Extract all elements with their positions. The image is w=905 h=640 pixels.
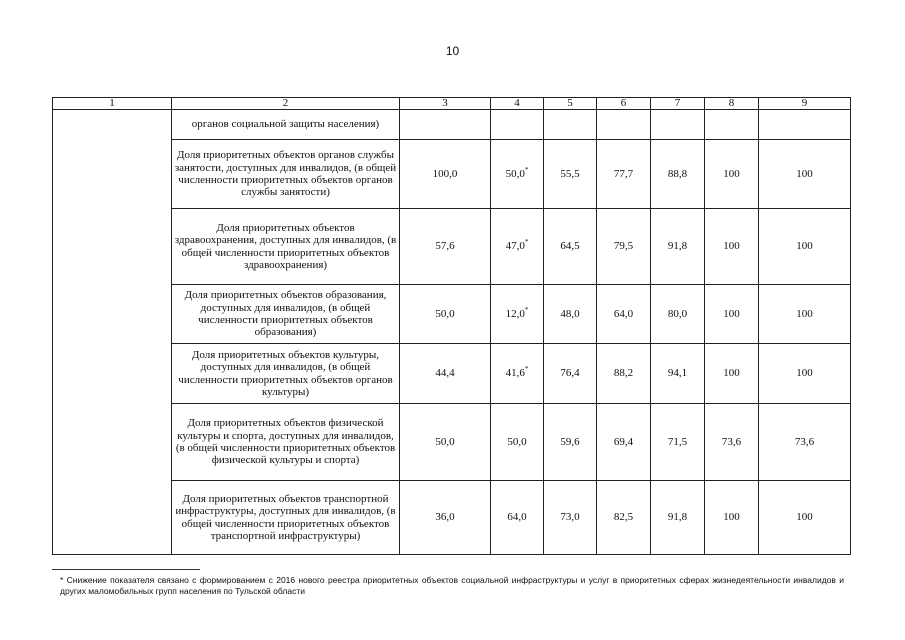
footnote: * Снижение показателя связано с формированием с 2016 нового реестра приоритетных объектов социальной инфраструктуры и услуг в приоритетных сферах жизнедеятельности инвалидов и других маломобильных групп населения по Тульской области	[60, 575, 844, 596]
value-cell: 77,7	[597, 140, 651, 209]
footnote-mark: *	[524, 305, 529, 314]
value-cell: 100	[759, 140, 851, 209]
footnote-divider	[52, 569, 200, 570]
table-row	[53, 404, 851, 481]
value-cell: 100	[705, 285, 759, 344]
value-cell: 91,8	[651, 209, 705, 285]
page-number: 10	[445, 44, 460, 58]
value-text: 47,0	[505, 240, 525, 253]
value-cell: 50,0	[400, 404, 491, 481]
value-cell: 100	[705, 344, 759, 404]
value-cell	[400, 110, 491, 140]
row-description: Доля приоритетных объектов транспортной инфраструктуры, доступных для инвалидов, (в общей численности приоритетных объектов транспортной инфраструктуры)	[172, 481, 400, 555]
indicator-table	[52, 97, 851, 555]
value-text: 41,6	[505, 367, 525, 380]
value-cell: 100	[759, 285, 851, 344]
header-cell: 7	[651, 98, 705, 110]
footnote-mark: *	[524, 365, 529, 374]
header-cell: 2	[172, 98, 400, 110]
value-cell: 79,5	[597, 209, 651, 285]
header-cell: 5	[544, 98, 597, 110]
row-description: Доля приоритетных объектов культуры, доступных для инвалидов, (в общей численности приоритетных объектов органов культуры)	[172, 344, 400, 404]
header-cell: 3	[400, 98, 491, 110]
value-cell: 50,0	[400, 285, 491, 344]
value-cell: 100	[759, 209, 851, 285]
value-cell: 94,1	[651, 344, 705, 404]
value-cell	[597, 110, 651, 140]
value-cell	[491, 140, 544, 209]
table-row	[53, 285, 851, 344]
value-cell	[491, 404, 544, 481]
value-cell: 100	[705, 481, 759, 555]
value-cell	[491, 110, 544, 140]
row-description: Доля приоритетных объектов физической культуры и спорта, доступных для инвалидов, (в общей численности приоритетных объектов физической культуры и спорта)	[172, 404, 400, 481]
table-row	[53, 209, 851, 285]
value-cell: 80,0	[651, 285, 705, 344]
value-cell: 59,6	[544, 404, 597, 481]
value-cell	[491, 481, 544, 555]
value-cell: 55,5	[544, 140, 597, 209]
row-description: Доля приоритетных объектов здравоохранения, доступных для инвалидов, (в общей численности приоритетных объектов здравоохранения)	[172, 209, 400, 285]
value-cell: 82,5	[597, 481, 651, 555]
header-cell: 6	[597, 98, 651, 110]
value-cell: 71,5	[651, 404, 705, 481]
value-cell: 88,8	[651, 140, 705, 209]
footnote-mark: *	[524, 238, 529, 247]
row-description: Доля приоритетных объектов образования, доступных для инвалидов, (в общей численности приоритетных объектов образования)	[172, 285, 400, 344]
value-cell: 69,4	[597, 404, 651, 481]
value-cell	[705, 110, 759, 140]
value-cell: 73,0	[544, 481, 597, 555]
value-cell: 88,2	[597, 344, 651, 404]
value-cell	[759, 110, 851, 140]
header-cell: 8	[705, 98, 759, 110]
value-cell: 100	[759, 481, 851, 555]
value-cell	[651, 110, 705, 140]
header-cell: 4	[491, 98, 544, 110]
header-cell: 1	[53, 98, 172, 110]
value-cell: 100,0	[400, 140, 491, 209]
value-cell: 100	[705, 140, 759, 209]
row-description: Доля приоритетных объектов органов службы занятости, доступных для инвалидов, (в общей численности приоритетных объектов органов службы занятости)	[172, 140, 400, 209]
footnote-mark: *	[524, 165, 529, 174]
value-cell: 100	[705, 209, 759, 285]
value-cell: 91,8	[651, 481, 705, 555]
value-cell	[544, 110, 597, 140]
value-cell: 57,6	[400, 209, 491, 285]
value-cell	[491, 209, 544, 285]
value-cell: 73,6	[705, 404, 759, 481]
value-cell: 36,0	[400, 481, 491, 555]
header-row	[53, 98, 851, 110]
value-cell: 64,5	[544, 209, 597, 285]
value-text: 50,0	[507, 435, 527, 448]
table-row	[53, 140, 851, 209]
row-description: органов социальной защиты населения)	[172, 110, 400, 140]
value-cell: 76,4	[544, 344, 597, 404]
value-cell: 48,0	[544, 285, 597, 344]
merged-column-1-cell	[53, 110, 172, 555]
value-cell: 73,6	[759, 404, 851, 481]
header-cell: 9	[759, 98, 851, 110]
value-text: 12,0	[505, 307, 525, 320]
value-cell	[491, 344, 544, 404]
table-row	[53, 110, 851, 140]
value-cell	[491, 285, 544, 344]
value-text: 64,0	[507, 511, 527, 524]
value-cell: 44,4	[400, 344, 491, 404]
value-cell: 100	[759, 344, 851, 404]
value-text: 50,0	[505, 167, 525, 180]
value-cell: 64,0	[597, 285, 651, 344]
table-row	[53, 481, 851, 555]
table-row	[53, 344, 851, 404]
